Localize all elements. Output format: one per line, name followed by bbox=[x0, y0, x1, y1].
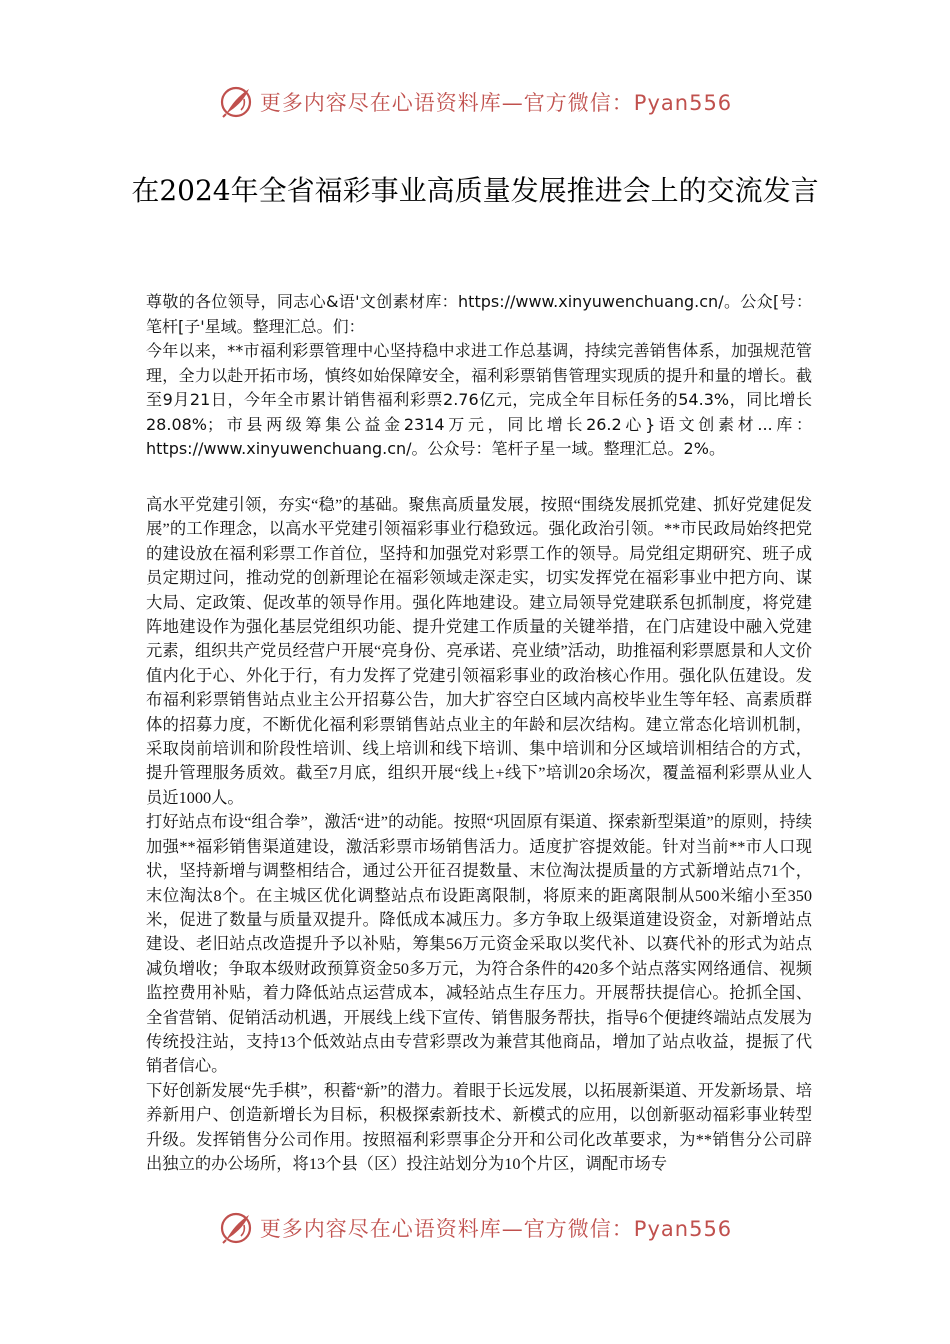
banner-text: 更多内容尽在心语资料库—官方微信：Pyan556 bbox=[259, 1217, 733, 1241]
body-paragraph-2: 打好站点布设“组合拳”，激活“进”的动能。按照“巩固原有渠道、探索新型渠道”的原则，持续加强**福彩销售渠道建设，激活彩票市场销售活力。适度扩容提效能。针对当前**市人口现状，坚持新增与调整相结合，通过公开征召提数量、末位淘汰提质量的方式新增站点71个，末位淘汰8个。在主城区优化调整站点布设距离限制，将原来的距离限制从500米缩小至350米，促进了数量与质量双提升。降低成本减压力。多方争取上级渠道建设资金，对新增站点建设、老旧站点改造提升予以补贴，筹集56万元资金采取以奖代补、以赛代补的形式为站点减负增收；争取本级财政预算资金50多万元，为符合条件的420多个站点落实网络通信、视频监控费用补贴，着力降低站点运营成本，减轻站点生存压力。开展帮扶提信心。抢抓全国、全省营销、促销活动机遇，开展线上线下宣传、销售服务帮扶，指导6个便捷终端站点发展为传统投注站，支持13个低效站点由专营彩票改为兼营其他商品，增加了站点收益，提振了代销者信心。 bbox=[146, 812, 812, 1076]
quill-pen-icon bbox=[218, 1210, 254, 1246]
banner-text: 更多内容尽在心语资料库—官方微信：Pyan556 bbox=[259, 91, 733, 115]
body-paragraph-3: 下好创新发展“先手棋”，积蓄“新”的潜力。着眼于长远发展，以拓展新渠道、开发新场景、培养新用户、创造新增长为目标，积极探索新技术、新模式的应用，以创新驱动福彩事业转型升级。发挥销售分公司作用。按照福利彩票事企分开和公司化改革要求，为**销售分公司辟出独立的办公场所，将13个县（区）投注站划分为10个片区，调配市场专 bbox=[146, 1080, 812, 1173]
intro-paragraph: 今年以来，**市福利彩票管理中心坚持稳中求进工作总基调，持续完善销售体系，加强规范管理，全力以赴开拓市场，慎终如始保障安全，福利彩票销售管理实现质的提升和量的增长。截至9月21日，今年全市累计销售福利彩票2.76亿元，完成全年目标任务的54.3%，同比增长28.08%；市县两级筹集公益金2314万元，同比增长26.2心}语文创素材...库：https://www.xinyuwenchuang.cn/。公众号：笔杆子星一域。整理汇总。2%。 bbox=[146, 341, 812, 458]
body-section bbox=[146, 493, 812, 1176]
salutation: 尊敬的各位领导，同志心&语'文创素材库：https://www.xinyuwenchuang.cn/。公众[号：笔杆[子'星域。整理汇总。们： bbox=[146, 292, 812, 336]
document-title: 在2024年全省福彩事业高质量发展推进会上的交流发言 bbox=[131, 173, 819, 207]
header-banner bbox=[0, 80, 950, 124]
body-paragraph-1: 高水平党建引领，夯实“稳”的基础。聚焦高质量发展，按照“围绕发展抓党建、抓好党建促发展”的工作理念，以高水平党建引领福彩事业行稳致远。强化政治引领。**市民政局始终把党的建设放在福利彩票工作首位，坚持和加强党对彩票工作的领导。局党组定期研究、班子成员定期过问，推动党的创新理论在福彩领域走深走实，切实发挥党在福彩事业中把方向、谋大局、定政策、促改革的领导作用。强化阵地建设。建立局领导党建联系包抓制度，将党建阵地建设作为强化基层党组织功能、提升党建工作质量的关键举措，在门店建设中融入党建元素，组织共产党员经营户开展“亮身份、亮承诺、亮业绩”活动，助推福利彩票愿景和人文价值内化于心、外化于行，有力发挥了党建引领福彩事业的政治核心作用。强化队伍建设。发布福利彩票销售站点业主公开招募公告，加大扩容空白区域内高校毕业生等年轻、高素质群体的招募力度，不断优化福利彩票销售站点业主的年龄和层次结构。建立常态化培训机制，采取岗前培训和阶段性培训、线上培训和线下培训、集中培训和分区域培训相结合的方式，提升管理服务质效。截至7月底，组织开展“线上+线下”培训20余场次，覆盖福利彩票从业人员近1000人。 bbox=[146, 495, 812, 807]
quill-pen-icon bbox=[218, 84, 254, 120]
intro-section bbox=[146, 290, 812, 462]
footer-banner bbox=[0, 1206, 950, 1250]
